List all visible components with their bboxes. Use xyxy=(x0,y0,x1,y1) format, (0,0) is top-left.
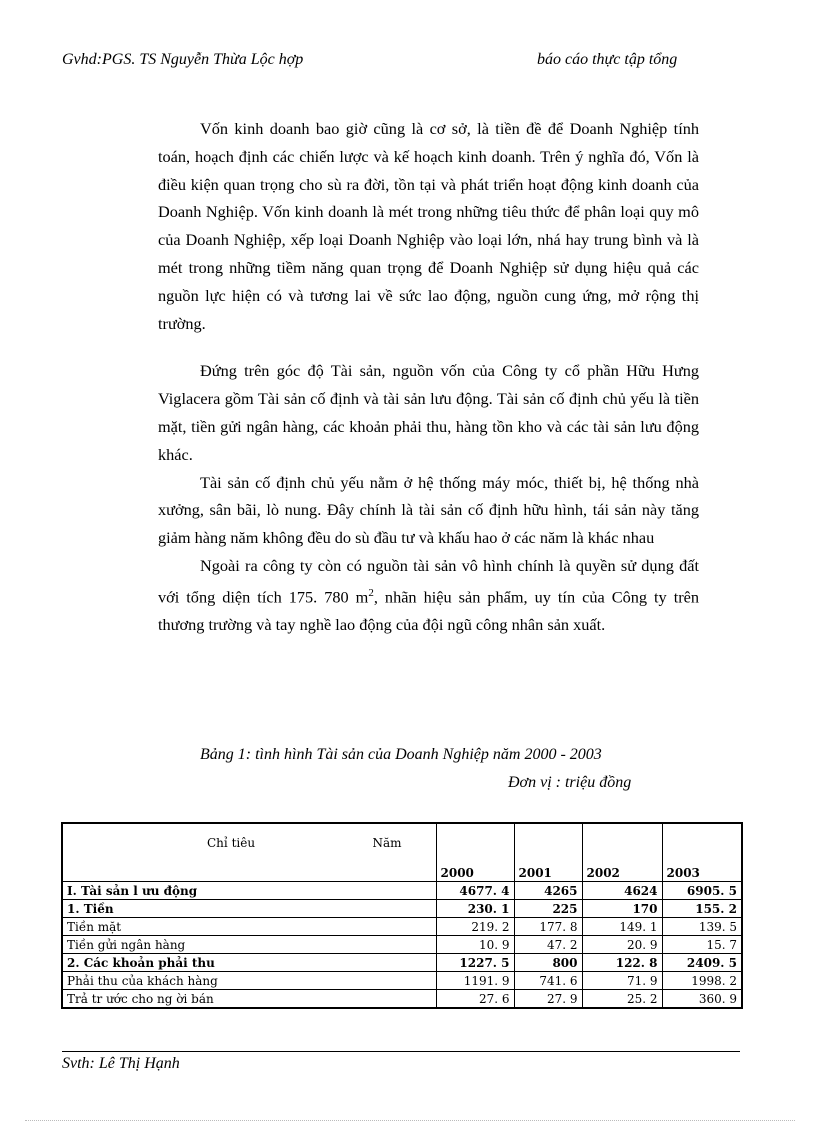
cell-value: 4265 xyxy=(514,882,582,900)
cell-value: 27. 6 xyxy=(436,990,514,1009)
cell-value: 1227. 5 xyxy=(436,954,514,972)
cell-value: 4677. 4 xyxy=(436,882,514,900)
paragraph-intangible-assets xyxy=(158,552,699,639)
cell-value: 170 xyxy=(582,900,662,918)
table-row xyxy=(62,900,742,918)
asset-table xyxy=(61,822,743,1009)
header-year-2001: 2001 xyxy=(514,823,582,882)
table-row xyxy=(62,936,742,954)
cell-value: 360. 9 xyxy=(662,990,742,1009)
cell-value: 25. 2 xyxy=(582,990,662,1009)
table-caption: Bảng 1: tình hình Tài sản của Doanh Nghiệp năm 2000 - 2003 xyxy=(200,746,602,763)
cell-value: 800 xyxy=(514,954,582,972)
table-header-row xyxy=(62,823,742,882)
table-row xyxy=(62,954,742,972)
paragraph-intangible-text: Ngoài ra công ty còn có nguồn tài sản vô hình chính là quyền sử dụng đất với tổng diện tích 175. 780 m xyxy=(158,555,699,607)
cell-value: 20. 9 xyxy=(582,936,662,954)
header-advisor: Gvhd:PGS. TS Nguyễn Thừa Lộc hợp xyxy=(62,51,304,68)
cell-value: 4624 xyxy=(582,882,662,900)
row-label: 1. Tiền xyxy=(62,900,436,918)
header-report-title: báo cáo thực tập tổng xyxy=(537,51,678,68)
cell-value: 27. 9 xyxy=(514,990,582,1009)
cell-value: 1191. 9 xyxy=(436,972,514,990)
header-indicator-label: Chỉ tiêu xyxy=(207,836,256,850)
cell-value: 225 xyxy=(514,900,582,918)
cell-value: 15. 7 xyxy=(662,936,742,954)
header-year-label: Năm xyxy=(372,836,402,850)
body-text xyxy=(158,115,699,639)
row-label: Tiền gửi ngân hàng xyxy=(62,936,436,954)
header-year-2000: 2000 xyxy=(436,823,514,882)
cell-value: 155. 2 xyxy=(662,900,742,918)
cell-value: 139. 5 xyxy=(662,918,742,936)
table-row xyxy=(62,918,742,936)
cell-value: 47. 2 xyxy=(514,936,582,954)
row-label: I. Tài sản l ưu động xyxy=(62,882,436,900)
paragraph-assets: Đứng trên góc độ Tài sản, nguồn vốn của Công ty cổ phần Hữu Hưng Viglacera gồm Tài sản cố định và tài sản lưu động. Tài sản cố định chủ yếu là tiền mặt, tiền gửi ngân hàng, các khoản phải thu, hàng tồn kho và các tài sản lưu động khác. xyxy=(158,361,699,464)
table-row xyxy=(62,972,742,990)
superscript-2: 2 xyxy=(368,586,374,599)
header-year-2003: 2003 xyxy=(662,823,742,882)
row-label: 2. Các khoản phải thu xyxy=(62,954,436,972)
header-year-2002: 2002 xyxy=(582,823,662,882)
cell-value: 6905. 5 xyxy=(662,882,742,900)
footer-student: Svth: Lê Thị Hạnh xyxy=(62,1055,180,1072)
cell-value: 741. 6 xyxy=(514,972,582,990)
paragraph-fixed-assets: Tài sản cố định chủ yếu nằm ở hệ thống máy móc, thiết bị, hệ thống nhà xưởng, sân bãi, lò nung. Đây chính là tài sản cố định hữu hình, tái sản này tăng giảm hàng năm không đều do sù đầu tư và khấu hao ở các năm là khác nhau xyxy=(158,472,699,548)
header-cell-indicator xyxy=(62,823,436,882)
table-row xyxy=(62,882,742,900)
row-label: Phải thu của khách hàng xyxy=(62,972,436,990)
row-label: Tiền mặt xyxy=(62,918,436,936)
paragraph-intangible-text-end: , nhãn hiệu sản phẩm, uy tín của Công ty trên thương trường và tay nghề lao động của đội ngũ công nhân sản xuất. xyxy=(158,587,700,634)
cell-value: 177. 8 xyxy=(514,918,582,936)
cell-value: 122. 8 xyxy=(582,954,662,972)
table-row xyxy=(62,990,742,1009)
paragraph-capital: Vốn kinh doanh bao giờ cũng là cơ sở, là tiền đề để Doanh Nghiệp tính toán, hoạch định các chiến lược và kế hoạch kinh doanh. Trên ý nghĩa đó, Vốn là điều kiện quan trọng cho sù ra đời, tồn tại và phát triển hoạt động kinh doanh của Doanh Nghiệp. Vốn kinh doanh là mét trong những tiêu thức để phân loại quy mô của Doanh Nghiệp, xếp loại Doanh Nghiệp vào loại lớn, nhá hay trung bình và là mét trong những tiềm năng quan trọng để Doanh Nghiệp sử dụng hiệu quả các nguồn lực hiện có và tương lai về sức lao động, nguồn cung ứng, mở rộng thị trường. xyxy=(158,119,699,333)
cell-value: 149. 1 xyxy=(582,918,662,936)
cell-value: 230. 1 xyxy=(436,900,514,918)
footer-rule xyxy=(62,1051,740,1052)
cell-value: 1998. 2 xyxy=(662,972,742,990)
cell-value: 10. 9 xyxy=(436,936,514,954)
table-unit: Đơn vị : triệu đồng xyxy=(508,774,632,791)
cell-value: 219. 2 xyxy=(436,918,514,936)
page-bottom-dotted-line xyxy=(25,1120,795,1121)
cell-value: 71. 9 xyxy=(582,972,662,990)
row-label: Trả tr ước cho ng ời bán xyxy=(62,990,436,1009)
cell-value: 2409. 5 xyxy=(662,954,742,972)
